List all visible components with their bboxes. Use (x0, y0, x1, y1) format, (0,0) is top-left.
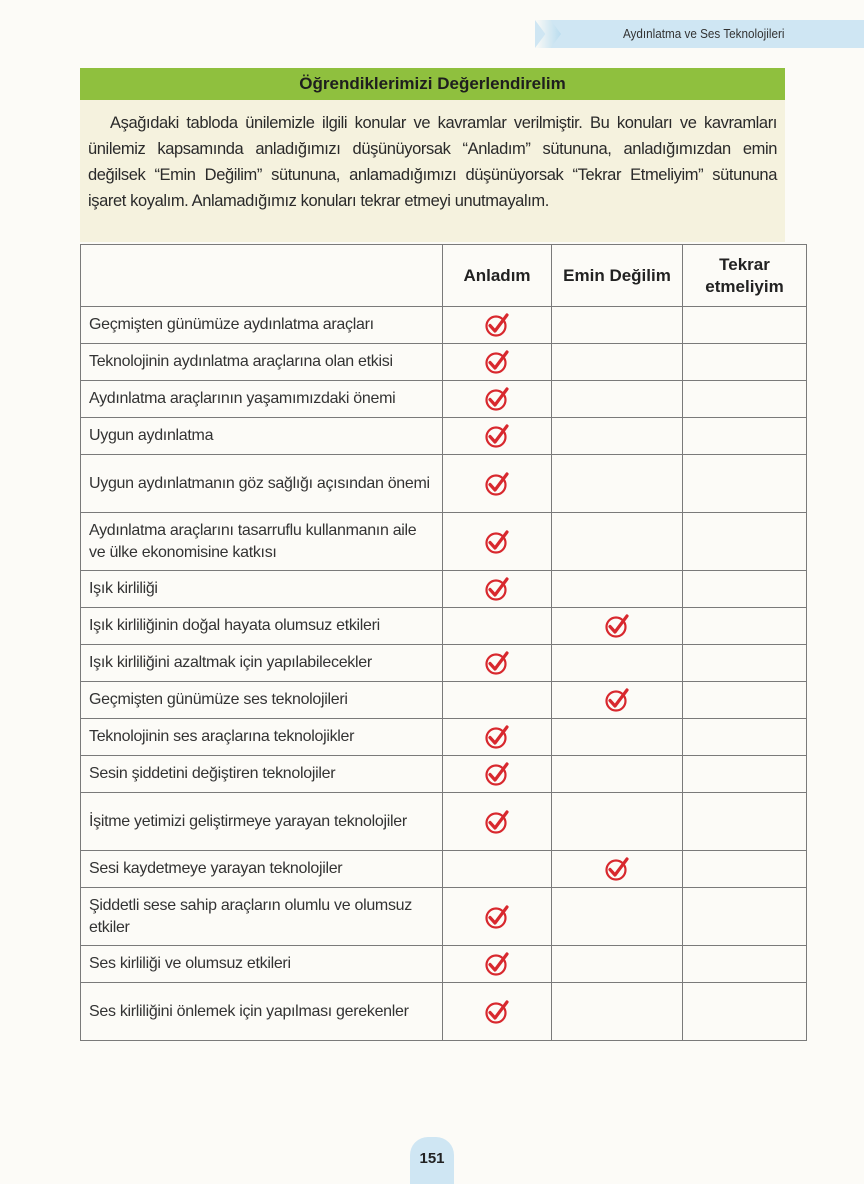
checkmark-icon (604, 856, 630, 882)
table-row (81, 608, 807, 645)
mark-cell[interactable] (552, 418, 683, 455)
mark-cell[interactable] (443, 513, 552, 571)
checkmark-icon (484, 809, 510, 835)
mark-cell[interactable] (683, 455, 807, 513)
checkmark-icon (484, 999, 510, 1025)
table-row (81, 418, 807, 455)
mark-cell[interactable] (443, 983, 552, 1041)
mark-cell[interactable] (552, 888, 683, 946)
mark-cell[interactable] (552, 513, 683, 571)
table-row (81, 455, 807, 513)
mark-cell[interactable] (443, 571, 552, 608)
mark-cell[interactable] (552, 608, 683, 645)
mark-cell[interactable] (443, 946, 552, 983)
mark-cell[interactable] (683, 793, 807, 851)
mark-cell[interactable] (443, 682, 552, 719)
topic-cell: Sesin şiddetini değiştiren teknolojiler (81, 756, 443, 793)
mark-cell[interactable] (683, 682, 807, 719)
checkmark-icon (484, 349, 510, 375)
mark-cell[interactable] (552, 381, 683, 418)
mark-cell[interactable] (683, 946, 807, 983)
topic-cell: Şiddetli sese sahip araçların olumlu ve olumsuz etkiler (81, 888, 443, 946)
column-header-tekrar-etmeliyim: Tekrar etmeliyim (683, 245, 807, 307)
mark-cell[interactable] (443, 455, 552, 513)
checkmark-icon (484, 951, 510, 977)
mark-cell[interactable] (552, 645, 683, 682)
table-row (81, 793, 807, 851)
table-row (81, 888, 807, 946)
mark-cell[interactable] (443, 418, 552, 455)
column-header-anladim: Anladım (443, 245, 552, 307)
mark-cell[interactable] (552, 344, 683, 381)
checkmark-icon (484, 761, 510, 787)
mark-cell[interactable] (552, 756, 683, 793)
topic-cell: Işık kirliliğini azaltmak için yapılabilecekler (81, 645, 443, 682)
topic-cell: Geçmişten günümüze aydınlatma araçları (81, 307, 443, 344)
mark-cell[interactable] (683, 645, 807, 682)
instructions-box (80, 100, 785, 242)
mark-cell[interactable] (443, 645, 552, 682)
column-header-topic (81, 245, 443, 307)
checkmark-icon (484, 576, 510, 602)
checkmark-icon (484, 423, 510, 449)
mark-cell[interactable] (683, 719, 807, 756)
table-row (81, 645, 807, 682)
mark-cell[interactable] (683, 381, 807, 418)
topic-cell: Işık kirliliği (81, 571, 443, 608)
topic-cell: Ses kirliliği ve olumsuz etkileri (81, 946, 443, 983)
table-row (81, 756, 807, 793)
section-title: Öğrendiklerimizi Değerlendirelim (80, 68, 785, 100)
mark-cell[interactable] (443, 888, 552, 946)
table-row (81, 983, 807, 1041)
column-header-emin-degilim: Emin Değilim (552, 245, 683, 307)
mark-cell[interactable] (443, 851, 552, 888)
mark-cell[interactable] (443, 381, 552, 418)
mark-cell[interactable] (683, 851, 807, 888)
checkmark-icon (484, 386, 510, 412)
topic-cell: Sesi kaydetmeye yarayan teknolojiler (81, 851, 443, 888)
mark-cell[interactable] (683, 608, 807, 645)
instructions-text: Aşağıdaki tabloda ünilemizle ilgili konular ve kavramlar verilmiştir. Bu konuları ve kavramları ünilemiz kapsamında anladığımızı düşünüyorsak “Anladım” sütununa, anladığımızdan emin değilsek “Emin Değilim” sütununa, anlamadığımızı düşünüyorsak “Tekrar Etmeliyim” sütununa işaret koyalım. Anlamadığımız konuları tekrar etmeyi unutmayalım. (88, 114, 777, 210)
mark-cell[interactable] (552, 571, 683, 608)
mark-cell[interactable] (683, 307, 807, 344)
table-header-row (81, 245, 807, 307)
topic-cell: İşitme yetimizi geliştirmeye yarayan teknolojiler (81, 793, 443, 851)
self-assessment-table (80, 244, 807, 1041)
table-row (81, 851, 807, 888)
mark-cell[interactable] (552, 307, 683, 344)
topic-cell: Teknolojinin aydınlatma araçlarına olan etkisi (81, 344, 443, 381)
checkmark-icon (484, 471, 510, 497)
mark-cell[interactable] (443, 307, 552, 344)
mark-cell[interactable] (552, 851, 683, 888)
mark-cell[interactable] (552, 946, 683, 983)
topic-cell: Aydınlatma araçlarını tasarruflu kullanmanın aile ve ülke ekonomisine katkısı (81, 513, 443, 571)
mark-cell[interactable] (683, 418, 807, 455)
mark-cell[interactable] (443, 793, 552, 851)
table-row (81, 719, 807, 756)
page-number: 151 (410, 1137, 454, 1184)
mark-cell[interactable] (552, 682, 683, 719)
mark-cell[interactable] (683, 513, 807, 571)
mark-cell[interactable] (552, 455, 683, 513)
checkmark-icon (484, 904, 510, 930)
mark-cell[interactable] (683, 983, 807, 1041)
checkmark-icon (604, 613, 630, 639)
chapter-title: Aydınlatma ve Ses Teknolojileri (622, 26, 784, 41)
table-row (81, 344, 807, 381)
mark-cell[interactable] (552, 793, 683, 851)
topic-cell: Geçmişten günümüze ses teknolojileri (81, 682, 443, 719)
mark-cell[interactable] (552, 719, 683, 756)
mark-cell[interactable] (683, 756, 807, 793)
checkmark-icon (484, 650, 510, 676)
checkmark-icon (484, 529, 510, 555)
checkmark-icon (484, 724, 510, 750)
mark-cell[interactable] (683, 571, 807, 608)
mark-cell[interactable] (443, 719, 552, 756)
checkmark-icon (604, 687, 630, 713)
mark-cell[interactable] (552, 983, 683, 1041)
mark-cell[interactable] (443, 756, 552, 793)
mark-cell[interactable] (443, 344, 552, 381)
table-row (81, 571, 807, 608)
topic-cell: Işık kirliliğinin doğal hayata olumsuz etkileri (81, 608, 443, 645)
table-row (81, 946, 807, 983)
mark-cell[interactable] (683, 344, 807, 381)
topic-cell: Teknolojinin ses araçlarına teknolojikler (81, 719, 443, 756)
mark-cell[interactable] (443, 608, 552, 645)
table-row (81, 513, 807, 571)
topic-cell: Ses kirliliğini önlemek için yapılması gerekenler (81, 983, 443, 1041)
table-row (81, 307, 807, 344)
topic-cell: Uygun aydınlatmanın göz sağlığı açısından önemi (81, 455, 443, 513)
checkmark-icon (484, 312, 510, 338)
topic-cell: Uygun aydınlatma (81, 418, 443, 455)
table-row (81, 682, 807, 719)
mark-cell[interactable] (683, 888, 807, 946)
topic-cell: Aydınlatma araçlarının yaşamımızdaki önemi (81, 381, 443, 418)
table-row (81, 381, 807, 418)
